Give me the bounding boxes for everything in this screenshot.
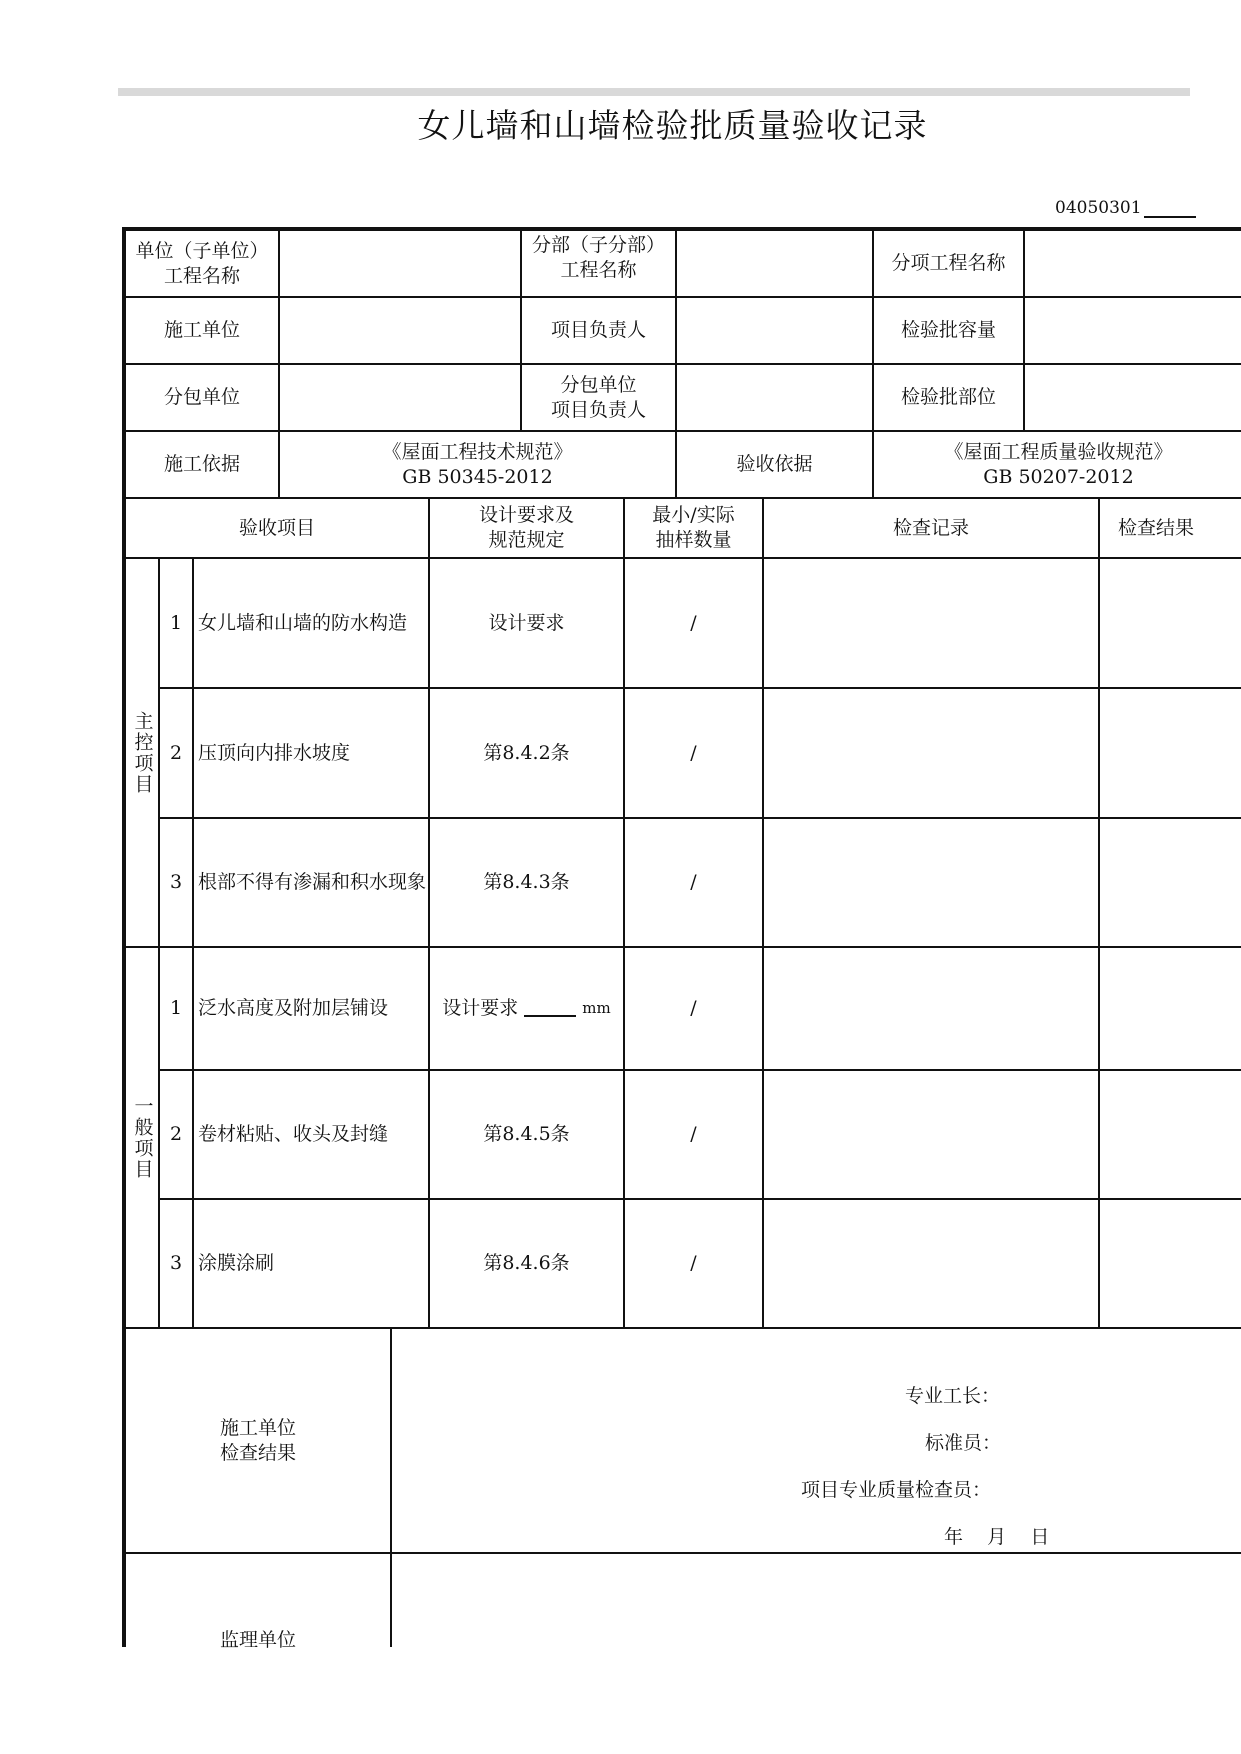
col-sample-header: 最小/实际 抽样数量 <box>625 499 764 559</box>
project-manager-field[interactable] <box>677 298 874 365</box>
general-item-1-requirement <box>430 948 625 1071</box>
general-item-1-req-unit: mm <box>582 999 611 1017</box>
batch-location-label: 检验批部位 <box>874 365 1025 432</box>
main-item-2-result[interactable] <box>1100 689 1241 819</box>
general-item-1-no: 1 <box>160 948 194 1071</box>
standard-officer-label: 标准员： <box>925 1432 1002 1454</box>
quality-inspector-label: 项目专业质量检查员： <box>801 1479 992 1501</box>
main-item-2-record[interactable] <box>764 689 1100 819</box>
general-item-2-no: 2 <box>160 1071 194 1200</box>
main-item-1-name: 女儿墙和山墙的防水构造 <box>194 559 430 689</box>
batch-location-field[interactable] <box>1025 365 1241 432</box>
unit-name-label: 单位（子单位） 工程名称 <box>126 231 280 298</box>
form-code-blank[interactable] <box>1144 200 1196 218</box>
main-item-2-no: 2 <box>160 689 194 819</box>
sub-project-manager-label: 分包单位 项目负责人 <box>522 365 677 432</box>
contractor-field[interactable] <box>280 298 522 365</box>
form-code-number: 04050301 <box>1055 198 1142 218</box>
main-item-1-no: 1 <box>160 559 194 689</box>
main-item-1-record[interactable] <box>764 559 1100 689</box>
top-rule <box>118 88 1190 96</box>
subitem-name-label: 分项工程名称 <box>874 231 1025 298</box>
general-item-1-result[interactable] <box>1100 948 1241 1071</box>
division-name-label: 分部（子分部） 工程名称 <box>522 231 677 298</box>
main-item-3-name: 根部不得有渗漏和积水现象 <box>194 819 430 948</box>
page-title: 女儿墙和山墙检验批质量验收记录 <box>417 106 928 145</box>
main-item-3-record[interactable] <box>764 819 1100 948</box>
general-item-3-sample[interactable]: / <box>625 1200 764 1329</box>
general-item-3-requirement: 第8.4.6条 <box>430 1200 625 1329</box>
subitem-name-field[interactable] <box>1025 231 1241 298</box>
acceptance-basis-value: 《屋面工程质量验收规范》 GB 50207-2012 <box>874 432 1241 499</box>
col-requirement-header: 设计要求及 规范规定 <box>430 499 625 559</box>
general-item-1-record[interactable] <box>764 948 1100 1071</box>
main-item-3-result[interactable] <box>1100 819 1241 948</box>
subcontractor-field[interactable] <box>280 365 522 432</box>
subcontractor-label: 分包单位 <box>126 365 280 432</box>
general-item-1-name: 泛水高度及附加层铺设 <box>194 948 430 1071</box>
general-item-3-no: 3 <box>160 1200 194 1329</box>
main-item-1-result[interactable] <box>1100 559 1241 689</box>
sub-project-manager-field[interactable] <box>677 365 874 432</box>
general-item-1-sample[interactable]: / <box>625 948 764 1071</box>
construction-basis-value: 《屋面工程技术规范》 GB 50345-2012 <box>280 432 677 499</box>
general-item-2-name: 卷材粘贴、收头及封缝 <box>194 1071 430 1200</box>
main-item-3-requirement: 第8.4.3条 <box>430 819 625 948</box>
contractor-check-label: 施工单位 检查结果 <box>126 1329 392 1554</box>
main-item-2-sample[interactable]: / <box>625 689 764 819</box>
main-item-1-sample[interactable]: / <box>625 559 764 689</box>
general-item-3-result[interactable] <box>1100 1200 1241 1329</box>
general-item-2-result[interactable] <box>1100 1071 1241 1200</box>
main-item-3-no: 3 <box>160 819 194 948</box>
division-name-field[interactable] <box>677 231 874 298</box>
general-item-3-name: 涂膜涂刷 <box>194 1200 430 1329</box>
supervisor-label-text: 监理单位 <box>219 1629 296 1651</box>
general-group-label: 一般项目 <box>126 948 160 1329</box>
main-item-2-name: 压顶向内排水坡度 <box>194 689 430 819</box>
unit-name-field[interactable] <box>280 231 522 298</box>
col-record-header: 检查记录 <box>764 499 1100 559</box>
contractor-date: 年 月 日 <box>944 1526 1050 1548</box>
main-item-1-requirement: 设计要求 <box>430 559 625 689</box>
height-blank[interactable] <box>524 1001 576 1017</box>
general-item-2-record[interactable] <box>764 1071 1100 1200</box>
general-item-2-requirement: 第8.4.5条 <box>430 1071 625 1200</box>
contractor-check-area[interactable] <box>392 1329 1241 1554</box>
batch-capacity-label: 检验批容量 <box>874 298 1025 365</box>
general-item-1-req-prefix: 设计要求 <box>442 997 519 1019</box>
contractor-label: 施工单位 <box>126 298 280 365</box>
general-item-3-record[interactable] <box>764 1200 1100 1329</box>
main-item-2-requirement: 第8.4.2条 <box>430 689 625 819</box>
main-group-label: 主控项目 <box>126 559 160 948</box>
general-item-2-sample[interactable]: / <box>625 1071 764 1200</box>
batch-capacity-field[interactable] <box>1025 298 1241 365</box>
supervisor-label <box>126 1554 392 1651</box>
main-item-3-sample[interactable]: / <box>625 819 764 948</box>
supervisor-area[interactable] <box>392 1554 1241 1647</box>
construction-basis-label: 施工依据 <box>126 432 280 499</box>
acceptance-basis-label: 验收依据 <box>677 432 874 499</box>
foreman-label: 专业工长： <box>905 1385 1001 1407</box>
project-manager-label: 项目负责人 <box>522 298 677 365</box>
col-result-header: 检查结果 <box>1100 499 1241 559</box>
form-code <box>1055 198 1196 218</box>
col-item-header: 验收项目 <box>126 499 430 559</box>
